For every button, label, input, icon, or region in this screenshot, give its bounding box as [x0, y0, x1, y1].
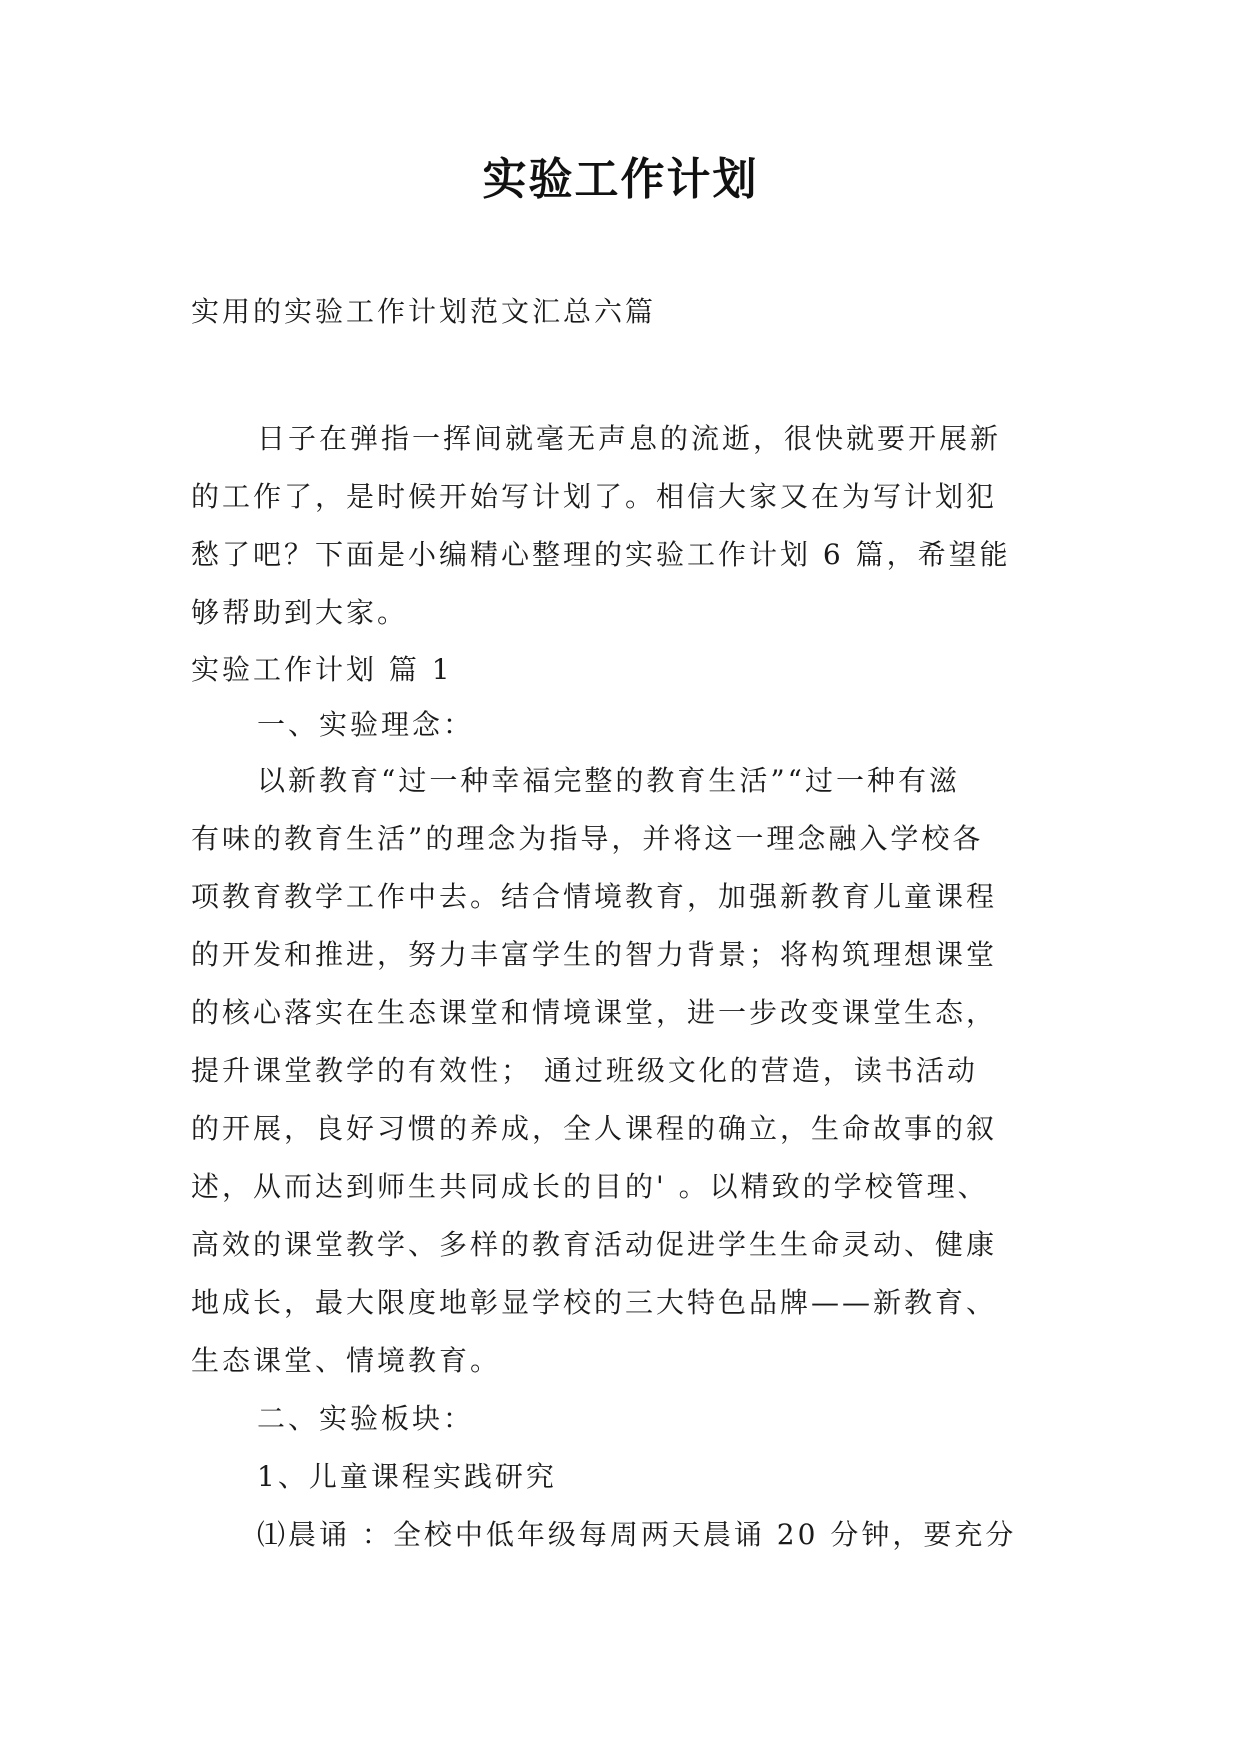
paragraph-line: 的开发和推进，努力丰富学生的智力背景；将构筑理想课堂 [191, 938, 998, 971]
document-title: 实验工作计划 [482, 154, 759, 205]
paragraph-line: 高效的课堂教学、多样的教育活动促进学生生命灵动、健康 [191, 1228, 998, 1261]
subsection-heading: 一、实验理念： [257, 708, 475, 741]
paragraph-line: ⑴晨诵 ：全校中低年级每周两天晨诵 20 分钟，要充分 [257, 1518, 1017, 1551]
section-heading: 实验工作计划 篇 1 [191, 653, 453, 686]
paragraph-line: 够帮助到大家。 [191, 596, 409, 629]
paragraph-line: 以新教育“过一种幸福完整的教育生活”“过一种有滋 [257, 764, 960, 797]
paragraph-line: 的工作了，是时候开始写计划了。相信大家又在为写计划犯 [191, 480, 998, 513]
paragraph-line: 生态课堂、情境教育。 [191, 1344, 502, 1377]
paragraph-line: 述，从而达到师生共同成长的目的' 。以精致的学校管理、 [191, 1170, 989, 1203]
paragraph-line: 的核心落实在生态课堂和情境课堂，进一步改变课堂生态， [191, 996, 998, 1029]
paragraph-line: 有味的教育生活”的理念为指导，并将这一理念融入学校各 [191, 822, 984, 855]
subsection-heading: 二、实验板块： [257, 1402, 475, 1435]
document-body [191, 410, 1061, 1564]
paragraph-line: 的开展，良好习惯的养成，全人课程的确立，生命故事的叙 [191, 1112, 998, 1145]
paragraph-line: 地成长，最大限度地彰显学校的三大特色品牌——新教育、 [191, 1286, 998, 1319]
document-subtitle: 实用的实验工作计划范文汇总六篇 [191, 295, 657, 328]
paragraph-line: 愁了吧？下面是小编精心整理的实验工作计划 6 篇，希望能 [191, 538, 1011, 571]
paragraph-line: 项教育教学工作中去。结合情境教育，加强新教育儿童课程 [191, 880, 998, 913]
paragraph-line: 提升课堂教学的有效性； 通过班级文化的营造，读书活动 [191, 1054, 978, 1087]
paragraph-line: 日子在弹指一挥间就毫无声息的流逝，很快就要开展新 [257, 422, 1002, 455]
subsection-heading: 1、儿童课程实践研究 [257, 1460, 557, 1493]
